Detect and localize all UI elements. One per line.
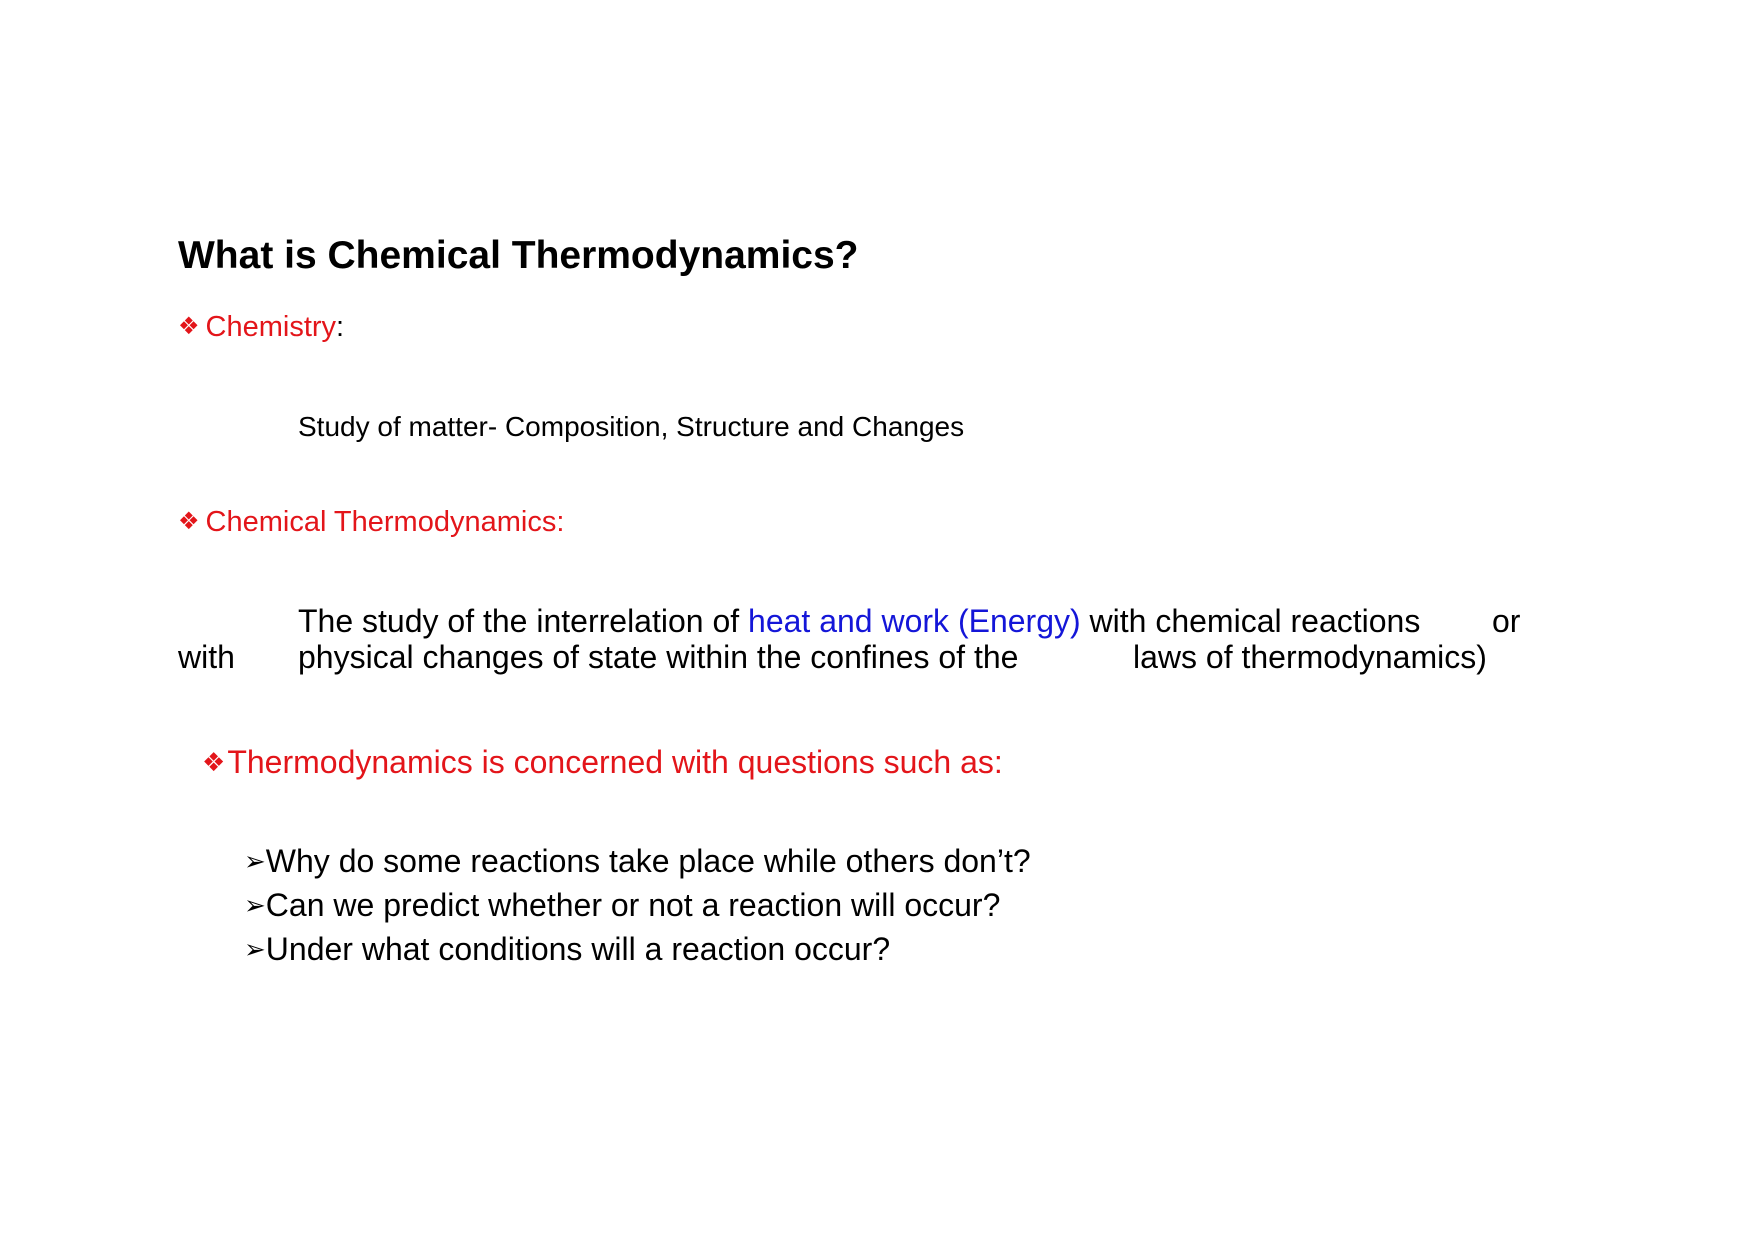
- arrow-bullet-icon: ➢: [244, 934, 266, 964]
- question-text: Under what conditions will a reaction occur?: [265, 931, 891, 967]
- arrow-bullet-icon: ➢: [244, 846, 266, 876]
- definition-highlight: heat and work (Energy): [748, 603, 1081, 639]
- chem-thermo-definition-line2-end: laws of thermodynamics): [1133, 639, 1487, 675]
- definition-with: with: [178, 639, 235, 675]
- concerns-heading-text: Thermodynamics is concerned with questions such as:: [227, 744, 1003, 780]
- chem-thermo-definition-line2: physical changes of state within the confines of the: [298, 639, 1019, 675]
- chemistry-definition: Study of matter- Composition, Structure and Changes: [298, 411, 965, 442]
- chemistry-colon: :: [336, 311, 345, 343]
- diamond-bullet-icon: ❖: [178, 508, 200, 535]
- chem-thermo-heading: [178, 508, 564, 537]
- chem-thermo-definition-line1: [298, 605, 1420, 637]
- definition-or: or: [1492, 603, 1521, 639]
- chemistry-label: Chemistry: [205, 311, 337, 343]
- diamond-bullet-icon: ❖: [178, 313, 200, 340]
- arrow-bullet-icon: ➢: [244, 890, 266, 920]
- question-text: Why do some reactions take place while others don’t?: [265, 843, 1031, 879]
- diamond-bullet-icon: ❖: [202, 747, 226, 777]
- concerns-heading: [202, 746, 1003, 778]
- question-item: [244, 933, 890, 965]
- slide-title: What is Chemical Thermodynamics?: [178, 234, 859, 277]
- definition-text-after: with chemical reactions: [1080, 603, 1421, 639]
- question-item: [244, 845, 1031, 877]
- chemistry-heading: [178, 313, 344, 342]
- chem-thermo-label: Chemical Thermodynamics:: [205, 506, 565, 538]
- question-item: [244, 889, 1000, 921]
- question-text: Can we predict whether or not a reaction will occur?: [265, 887, 1001, 923]
- definition-text-before: The study of the interrelation of: [298, 603, 749, 639]
